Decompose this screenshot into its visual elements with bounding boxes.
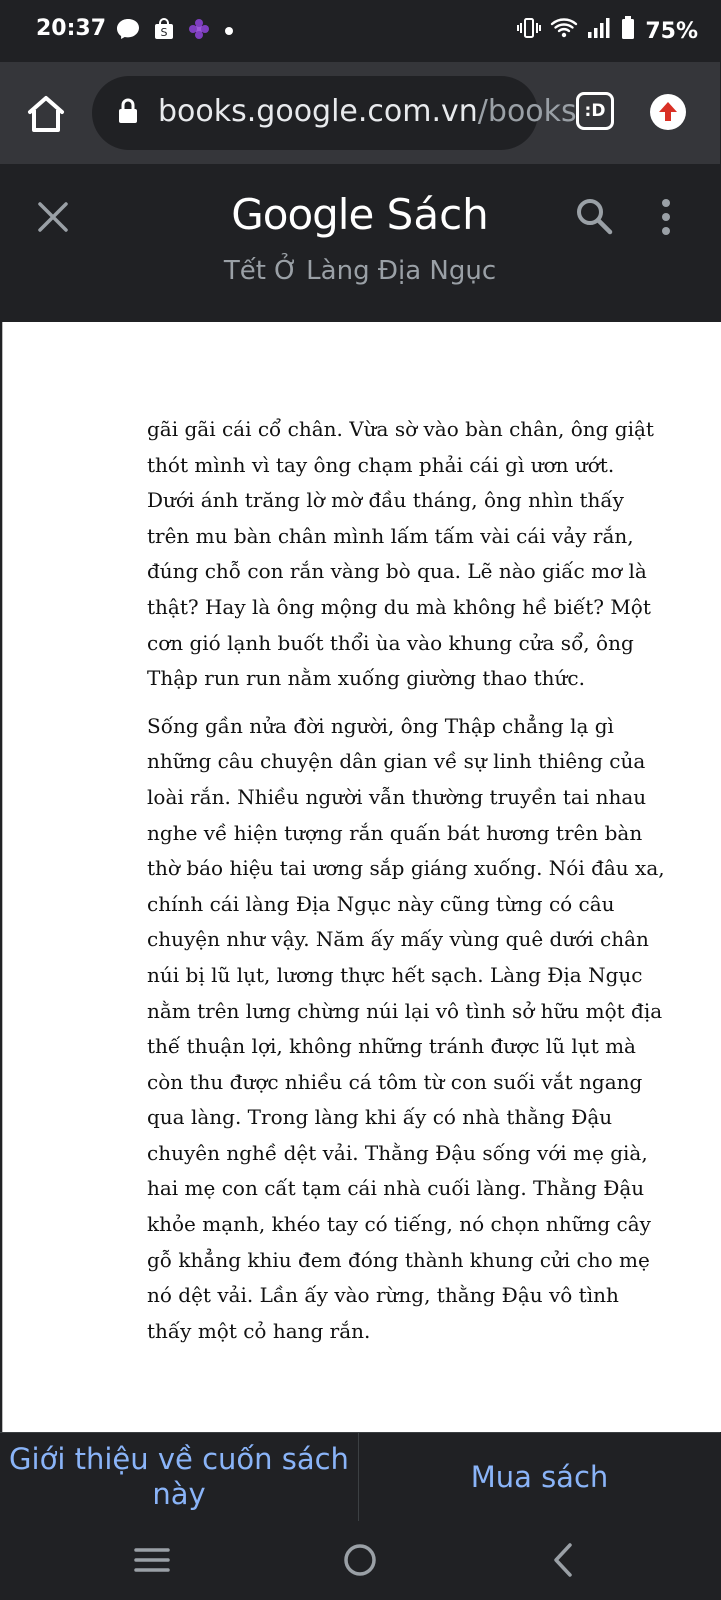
buy-book-label: Mua sách: [470, 1460, 609, 1494]
dot-icon: [224, 23, 234, 41]
book-title: Tết Ở Làng Địa Ngục: [223, 256, 497, 286]
buy-book-button[interactable]: [359, 1433, 720, 1521]
vibrate-icon: [517, 17, 541, 45]
svg-text:S: S: [160, 26, 168, 39]
search-button[interactable]: [574, 196, 614, 236]
status-right: [517, 16, 698, 46]
logo-product: Sách: [386, 190, 489, 239]
system-nav-bar: [0, 1522, 720, 1600]
about-book-button[interactable]: [0, 1433, 359, 1521]
url-path: /books: [477, 94, 577, 129]
books-header: [0, 164, 720, 322]
browser-toolbar: [0, 62, 720, 164]
update-arrow-icon: [650, 94, 686, 130]
lock-icon: [118, 98, 138, 129]
book-text: [147, 412, 667, 1361]
signal-icon: [587, 17, 611, 45]
back-chevron-icon: [548, 1540, 578, 1580]
more-options-button[interactable]: [656, 198, 676, 238]
shopee-icon: [154, 18, 174, 45]
home-button[interactable]: [22, 90, 70, 138]
address-bar[interactable]: [92, 76, 577, 150]
paragraph: Sống gần nửa đời người, ông Thập chẳng lạ gì những câu chuyện dân gian về sự linh thiêng của loài rắn. Nhiều người vẫn thường truyền tai nhau nghe về hiện tượng rắn quấn bát hương trên bàn thờ báo hiệu tai ương sắp giáng xuống. Nói đâu xa, chính cái làng Địa Ngục này cũng từng có câu chuyện như vậy. Năm ấy mấy vùng quê dưới chân núi bị lũ lụt, lương thực hết sạch. Làng Địa Ngục nằm trên lưng chừng núi lại vô tình sở hữu một địa thế thuận lợi, không những tránh được lũ lụt mà còn thu được nhiều cá tôm từ con suối vắt ngang qua làng. Trong làng khi ấy có nhà thằng Đậu chuyên nghề dệt vải. Thằng Đậu sống với mẹ già, hai mẹ con cất tạm cái nhà cuối làng. Thằng Đậu khỏe mạnh, khéo tay có tiếng, nó chọn những cây gỗ khẳng khiu đem đóng thành khung cửi cho mẹ nó dệt vải. Lần ấy vào rừng, thằng Đậu vô tình thấy một cỏ hang rắn.: [147, 713, 665, 1343]
url-text: [158, 94, 577, 129]
paragraph: gãi gãi cái cổ chân. Vừa sờ vào bàn chân, ông giật thót mình vì tay ông chạm phải cái gì ươn ướt. Dưới ánh trăng lờ mờ đầu tháng, ông nhìn thấy trên mu bàn chân mình lấm tấm vài cái vảy rắn, đúng chỗ con rắn vàng bò qua. Lẽ nào giấc mơ là thật? Hay là ông mộng du mà không hề biết? Một cơn gió lạnh buốt thổi ùa vào khung cửa sổ, ông Thập run run nằm xuống giường thao thức.: [147, 417, 654, 691]
about-book-label: Giới thiệu về cuốn sách này: [9, 1442, 349, 1511]
logo-google: Google: [231, 190, 374, 239]
home-circle-icon: [340, 1540, 380, 1580]
wifi-icon: [551, 17, 577, 45]
messenger-icon: [116, 18, 140, 45]
recent-apps-icon: [134, 1540, 170, 1580]
extension-button[interactable]: :D: [576, 92, 614, 130]
home-nav-button[interactable]: [340, 1540, 380, 1585]
back-button[interactable]: [548, 1540, 578, 1585]
battery-icon: [621, 16, 635, 46]
bottom-action-bar: [0, 1432, 720, 1521]
battery-percent: 75%: [645, 18, 698, 44]
update-button[interactable]: [650, 94, 686, 130]
book-page[interactable]: [2, 322, 721, 1432]
status-bar: [0, 0, 720, 62]
search-icon: [574, 196, 614, 236]
more-vert-icon: [656, 198, 676, 238]
status-time: 20:37: [36, 16, 107, 41]
flower-icon: [188, 18, 210, 45]
home-icon: [22, 90, 70, 138]
recent-apps-button[interactable]: [134, 1540, 170, 1585]
url-main: books.google.com.vn: [158, 94, 478, 129]
notification-icons: [116, 18, 234, 45]
